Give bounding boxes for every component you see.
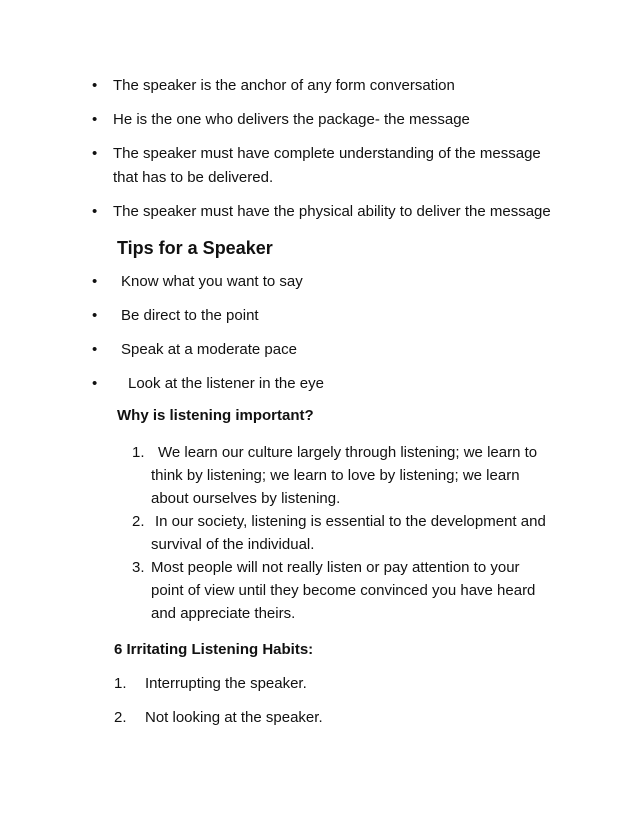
listening-heading: Why is listening important? bbox=[117, 407, 314, 424]
listening-point-continued: and appreciate theirs. bbox=[151, 605, 296, 622]
listening-point-continued: point of view until they become convinced you have heard bbox=[151, 582, 536, 599]
speaker-point-continued: that has to be delivered. bbox=[113, 169, 274, 186]
speaker-point: The speaker is the anchor of any form conversation bbox=[113, 77, 455, 94]
habit-item: Not looking at the speaker. bbox=[145, 709, 323, 726]
speaker-point: The speaker must have complete understanding of the message bbox=[113, 145, 541, 162]
listening-point: We learn our culture largely through listening; we learn to bbox=[158, 444, 538, 461]
listening-point: Most people will not really listen or pay attention to your bbox=[151, 559, 520, 576]
list-number: 1. bbox=[132, 444, 145, 461]
tips-heading: Tips for a Speaker bbox=[117, 238, 273, 258]
tip-item: Know what you want to say bbox=[121, 273, 303, 290]
tip-item: Look at the listener in the eye bbox=[128, 375, 324, 392]
habit-item: Interrupting the speaker. bbox=[145, 675, 307, 692]
bullet: • bbox=[92, 77, 98, 94]
listening-point-continued: think by listening; we learn to love by listening; we learn bbox=[151, 467, 520, 484]
bullet: • bbox=[92, 203, 98, 220]
tip-item: Be direct to the point bbox=[121, 307, 259, 324]
list-number: 1. bbox=[114, 675, 127, 692]
bullet: • bbox=[92, 307, 98, 324]
speaker-point: He is the one who delivers the package- the message bbox=[113, 111, 470, 128]
list-number: 2. bbox=[114, 709, 127, 726]
listening-point: In our society, listening is essential to the development and bbox=[155, 513, 546, 530]
bullet: • bbox=[92, 111, 98, 128]
tip-item: Speak at a moderate pace bbox=[121, 341, 297, 358]
list-number: 3. bbox=[132, 559, 145, 576]
speaker-point: The speaker must have the physical ability to deliver the message bbox=[113, 203, 551, 220]
listening-point-continued: about ourselves by listening. bbox=[151, 490, 341, 507]
list-number: 2. bbox=[132, 513, 145, 530]
habits-heading: 6 Irritating Listening Habits: bbox=[114, 641, 314, 658]
listening-point-continued: survival of the individual. bbox=[151, 536, 315, 553]
bullet: • bbox=[92, 375, 98, 392]
bullet: • bbox=[92, 273, 98, 290]
bullet: • bbox=[92, 341, 98, 358]
bullet: • bbox=[92, 145, 98, 162]
